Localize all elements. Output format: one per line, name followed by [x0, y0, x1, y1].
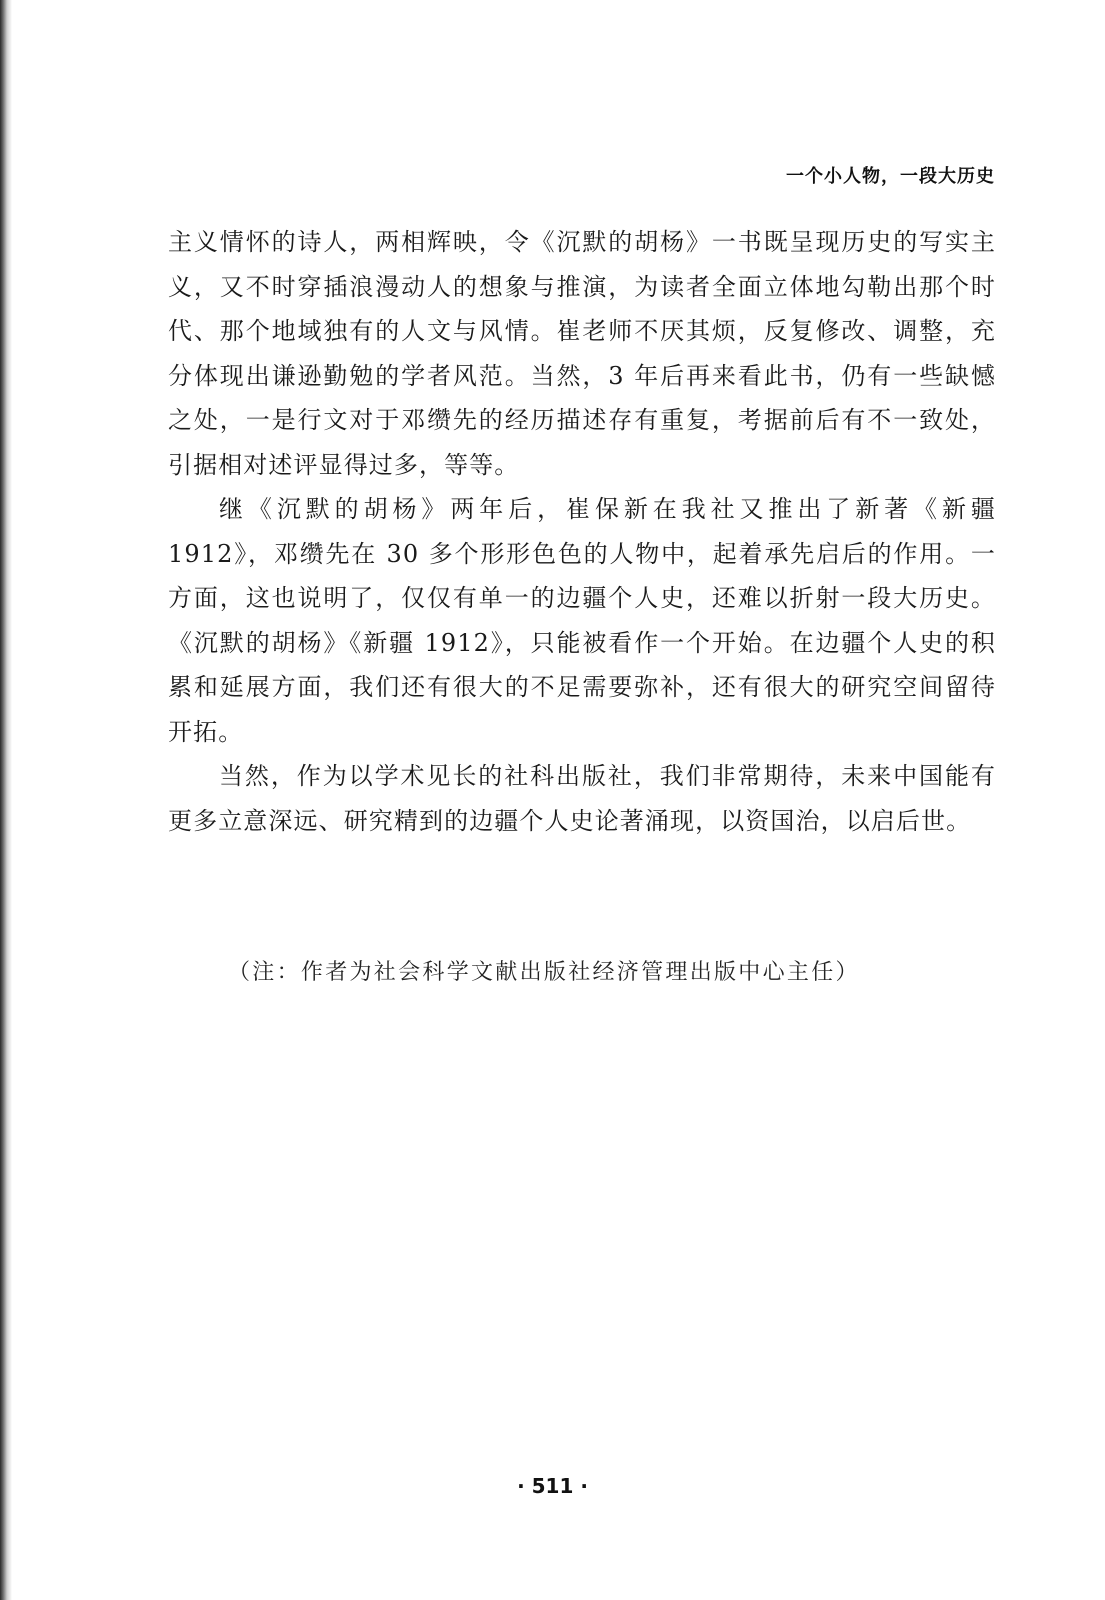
body-text — [168, 220, 996, 843]
author-note: （注：作者为社会科学文献出版社经济管理出版中心主任） — [228, 960, 860, 985]
paragraph-3: 当然，作为以学术见长的社科出版社，我们非常期待，未来中国能有更多立意深远、研究精到的边疆个人史论著涌现，以资国治，以启后世。 — [168, 762, 996, 835]
running-header: 一个小人物，一段大历史 — [786, 166, 995, 187]
paragraph-2: 继《沉默的胡杨》两年后，崔保新在我社又推出了新著《新疆1912》，邓缵先在 30 多个形形色色的人物中，起着承先启后的作用。一方面，这也说明了，仅仅有单一的边疆个人史，还难以折射一段大历史。《沉默的胡杨》《新疆 1912》，只能被看作一个开始。在边疆个人史的积累和延展方面，我们还有很大的不足需要弥补，还有很大的研究空间留待开拓。 — [168, 495, 996, 746]
paragraph-1: 主义情怀的诗人，两相辉映，令《沉默的胡杨》一书既呈现历史的写实主义，又不时穿插浪漫动人的想象与推演，为读者全面立体地勾勒出那个时代、那个地域独有的人文与风情。崔老师不厌其烦，反复修改、调整，充分体现出谦逊勤勉的学者风范。当然，3 年后再来看此书，仍有一些缺憾之处，一是行文对于邓缵先的经历描述存有重复，考据前后有不一致处，引据相对述评显得过多，等等。 — [168, 228, 996, 479]
page-binding-edge — [0, 0, 12, 1600]
page-number: · 511 · — [517, 1474, 588, 1498]
